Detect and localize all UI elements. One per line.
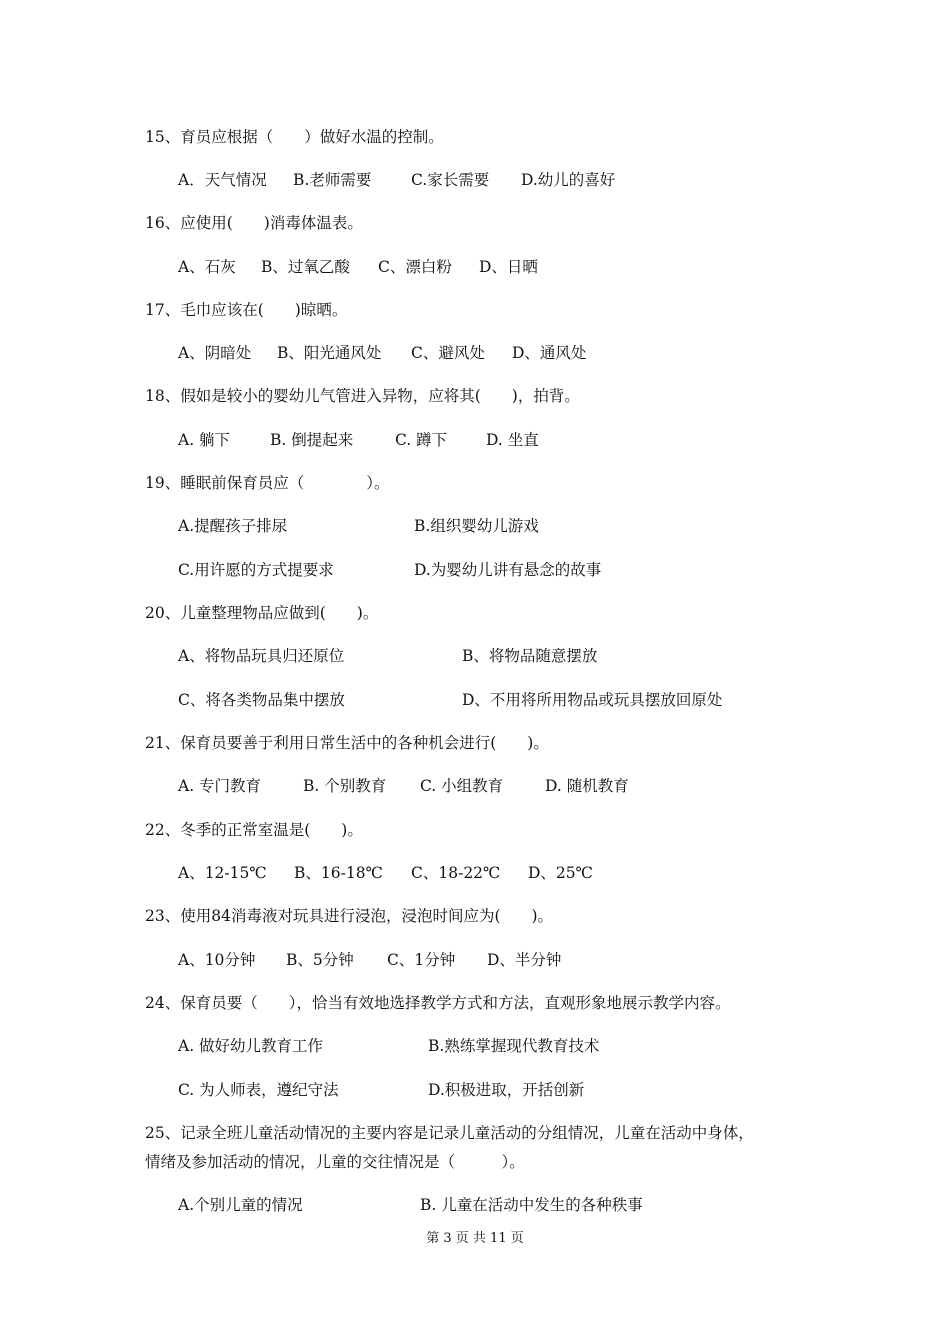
- q20-option-c: C、将各类物品集中摆放: [178, 691, 345, 709]
- q17-option-c: C、避风处: [411, 344, 485, 362]
- q17-option-a: A、阴暗处: [178, 344, 252, 362]
- q19-option-b: B.组织婴幼儿游戏: [414, 517, 539, 535]
- q25-option-a: A.个别儿童的情况: [178, 1196, 303, 1214]
- q19-option-d: D.为婴幼儿讲有悬念的故事: [414, 561, 602, 579]
- q16-option-d: D、日晒: [479, 258, 538, 276]
- q17-option-d: D、通风处: [512, 344, 587, 362]
- q25-option-b: B. 儿童在活动中发生的各种秩事: [420, 1196, 643, 1214]
- q23-option-c: C、1分钟: [387, 951, 456, 969]
- q22-option-a: A、12-15℃: [178, 864, 267, 882]
- q21-option-c: C. 小组教育: [420, 777, 504, 795]
- q15-option-c: C.家长需要: [411, 171, 490, 189]
- q24-option-b: B.熟练掌握现代教育技术: [428, 1037, 600, 1055]
- q19-option-a: A.提醒孩子排尿: [178, 517, 288, 535]
- q15-option-d: D.幼儿的喜好: [521, 171, 616, 189]
- q24-option-c: C. 为人师表，遵纪守法: [178, 1081, 339, 1099]
- q22-option-d: D、25℃: [528, 864, 593, 882]
- q16-option-c: C、漂白粉: [378, 258, 452, 276]
- question-24: 24、保育员要（ ），恰当有效地选择教学方式和方法，直观形象地展示教学内容。: [145, 994, 731, 1012]
- question-25: 25、记录全班儿童活动情况的主要内容是记录儿童活动的分组情况，儿童在活动中身体，: [145, 1124, 754, 1142]
- q21-option-d: D. 随机教育: [545, 777, 629, 795]
- q18-option-a: A. 躺下: [178, 431, 231, 449]
- q16-option-a: A、石灰: [178, 258, 236, 276]
- q19-option-c: C.用许愿的方式提要求: [178, 561, 334, 579]
- q21-option-a: A. 专门教育: [178, 777, 262, 795]
- q20-option-b: B、将物品随意摆放: [462, 647, 598, 665]
- q18-option-b: B. 倒提起来: [270, 431, 354, 449]
- q17-option-b: B、阳光通风处: [277, 344, 382, 362]
- question-16: 16、应使用( )消毒体温表。: [145, 214, 363, 232]
- page-number-footer: 第 3 页 共 11 页: [426, 1231, 524, 1246]
- question-15: 15、育员应根据（ ）做好水温的控制。: [145, 128, 444, 146]
- q22-option-b: B、16-18℃: [294, 864, 383, 882]
- question-20: 20、儿童整理物品应做到( )。: [145, 604, 379, 622]
- q18-option-d: D. 坐直: [486, 431, 539, 449]
- q16-option-b: B、过氧乙酸: [261, 258, 350, 276]
- q18-option-c: C. 蹲下: [395, 431, 448, 449]
- q22-option-c: C、18-22℃: [411, 864, 501, 882]
- question-21: 21、保育员要善于利用日常生活中的各种机会进行( )。: [145, 734, 549, 752]
- q23-option-d: D、半分钟: [487, 951, 562, 969]
- question-18: 18、假如是较小的婴幼儿气管进入异物，应将其( )，拍背。: [145, 387, 580, 405]
- question-23: 23、使用84消毒液对玩具进行浸泡，浸泡时间应为( )。: [145, 907, 554, 925]
- q15-option-b: B.老师需要: [293, 171, 372, 189]
- question-22: 22、冬季的正常室温是( )。: [145, 821, 363, 839]
- q24-option-a: A. 做好幼儿教育工作: [178, 1037, 324, 1055]
- q23-option-b: B、5分钟: [286, 951, 354, 969]
- q24-option-d: D.积极进取，开括创新: [428, 1081, 585, 1099]
- q15-option-a: A．天气情况: [178, 171, 267, 189]
- q20-option-d: D、不用将所用物品或玩具摆放回原处: [462, 691, 723, 709]
- question-25-continued: 情绪及参加活动的情况，儿童的交往情况是（ ）。: [145, 1153, 525, 1171]
- q23-option-a: A、10分钟: [178, 951, 256, 969]
- q20-option-a: A、将物品玩具归还原位: [178, 647, 345, 665]
- question-19: 19、睡眠前保育员应（ ）。: [145, 474, 390, 492]
- q21-option-b: B. 个别教育: [303, 777, 387, 795]
- question-17: 17、毛巾应该在( )晾晒。: [145, 301, 348, 319]
